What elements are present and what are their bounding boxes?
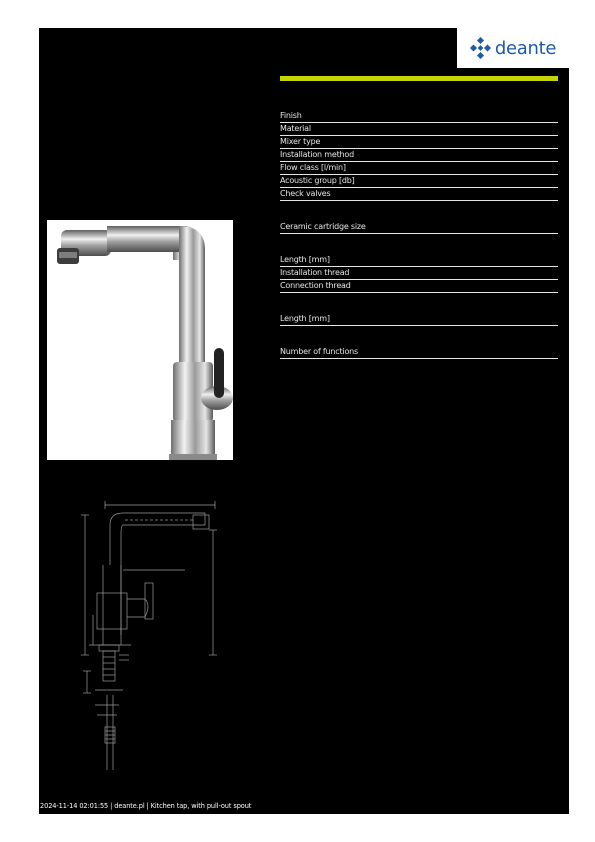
spec-row — [280, 221, 558, 234]
spec-label: Check valves — [280, 189, 331, 198]
spec-row — [280, 254, 558, 267]
spec-row — [280, 280, 558, 293]
spec-label: Length [mm] — [280, 314, 330, 323]
accent-bar — [280, 76, 558, 81]
spec-label: Flow class [l/min] — [280, 163, 346, 172]
spec-label: Mixer type — [280, 137, 321, 146]
spec-label: Installation method — [280, 150, 354, 159]
spec-row — [280, 162, 558, 175]
spec-label: Finish — [280, 111, 302, 120]
logo-text: deante — [494, 37, 557, 59]
spec-row — [280, 123, 558, 136]
kitchen-tap-image — [47, 220, 233, 460]
spec-label: Ceramic cartridge size — [280, 222, 366, 231]
deante-logo-icon — [470, 37, 492, 59]
spec-label: Length [mm] — [280, 255, 330, 264]
spec-label: Number of functions — [280, 347, 358, 356]
spec-row — [280, 346, 558, 359]
technical-drawing — [75, 495, 240, 770]
product-photo — [47, 220, 233, 460]
spec-label: Connection thread — [280, 281, 351, 290]
spec-group-general — [280, 110, 558, 201]
spec-label: Installation thread — [280, 268, 350, 277]
spec-group-hose — [280, 313, 558, 326]
spec-row — [280, 188, 558, 201]
spec-row — [280, 267, 558, 280]
spec-group-connection — [280, 254, 558, 293]
spec-row — [280, 175, 558, 188]
spec-group-functions — [280, 346, 558, 359]
spec-label: Acoustic group [db] — [280, 176, 355, 185]
spec-row — [280, 136, 558, 149]
spec-row — [280, 313, 558, 326]
spec-row — [280, 149, 558, 162]
brand-logo[interactable] — [457, 28, 569, 68]
footer-text: 2024-11-14 02:01:55 | deante.pl | Kitchen tap, with pull-out spout — [40, 802, 252, 810]
spec-group-cartridge — [280, 221, 558, 234]
spec-row — [280, 110, 558, 123]
spec-label: Material — [280, 124, 311, 133]
